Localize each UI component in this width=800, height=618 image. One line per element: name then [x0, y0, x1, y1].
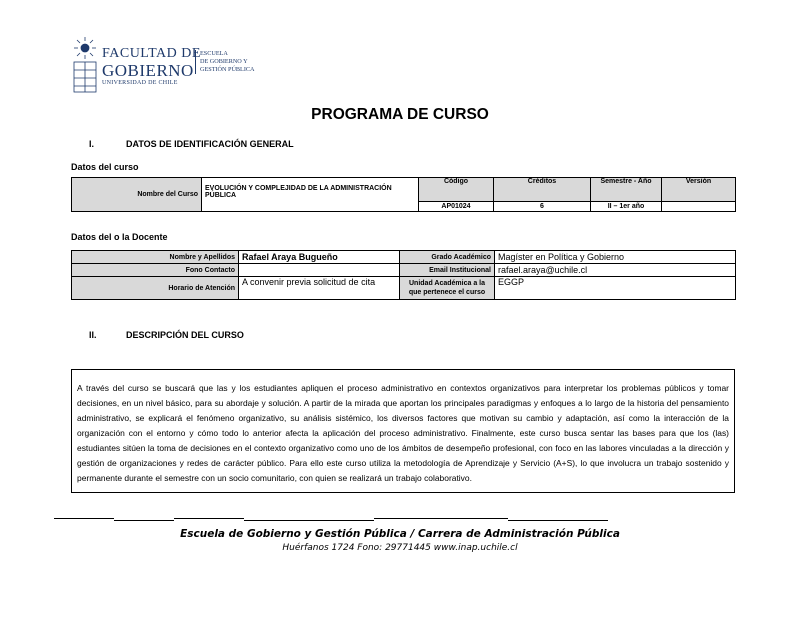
phone-label: Fono Contacto — [72, 264, 239, 277]
section-1-number: I. — [89, 139, 95, 149]
footer-school-line: Escuela de Gobierno y Gestión Pública / Carrera de Administración Pública — [180, 528, 620, 540]
email-label: Email Institucional — [400, 264, 495, 277]
course-table — [71, 177, 736, 212]
course-credits-header: Créditos — [494, 178, 591, 202]
footer-rule-2 — [114, 520, 174, 521]
logo-line-gobierno: GOBIERNO — [102, 61, 194, 80]
footer-rule-3 — [174, 518, 244, 519]
email-value: rafael.araya@uchile.cl — [495, 264, 736, 277]
phone-value — [239, 264, 400, 277]
course-code-header: Código — [419, 178, 494, 202]
section-heading-2 — [89, 330, 489, 342]
teacher-table — [71, 250, 736, 300]
logo-school-name: ESCUELA DE GOBIERNO Y GESTIÓN PÚBLICA — [195, 50, 255, 74]
course-data-heading: Datos del curso — [71, 162, 139, 172]
degree-value: Magíster en Política y Gobierno — [495, 251, 736, 264]
page-title: PROGRAMA DE CURSO — [311, 106, 489, 123]
description-box — [71, 369, 735, 493]
course-name-value: EVOLUCIÓN Y COMPLEJIDAD DE LA ADMINISTRACIÓN PÚBLICA — [202, 178, 419, 212]
footer-rule-4 — [244, 520, 374, 521]
university-seal-icon — [70, 36, 100, 96]
unit-label: Unidad Académica a la que pertenece el curso — [400, 277, 495, 300]
section-heading-1 — [89, 139, 489, 151]
logo-line-faculty: FACULTAD DE — [102, 46, 201, 61]
degree-label: Grado Académico — [400, 251, 495, 264]
footer-rule-1 — [54, 518, 114, 519]
logo-line-university: UNIVERSIDAD DE CHILE — [102, 80, 178, 86]
footer-contact-line: Huérfanos 1724 Fono: 29771445 www.inap.uchile.cl — [282, 543, 518, 553]
unit-value: EGGP — [495, 277, 736, 300]
course-description: A través del curso se buscará que las y los estudiantes apliquen el proceso administrativo en contextos organizativos para interpretar los problemas públicos y tomar decisiones, en un nivel básico, para su abordaje y solución. A partir de la mirada que aportan los principales paradigmas y enfoques a lo largo de la historia del pensamiento administrativo, se explicará el fenómeno organizativo, su análisis sistémico, los diversos factores que motivan su cambio y adaptación, así como la interacción de la organización con el entorno y cómo todo lo anterior afecta la aplicación del proceso administrativo. Finalmente, este curso busca sentar las bases para que los (las) estudiantes sitúen la toma de decisiones en el contexto organizativo como uno de los ámbitos de desempeño profesional, con foco en las labores vinculadas a la dirección y gestión de organizaciones y redes de carácter público. Para ello este curso utiliza la metodología de Aprendizaje y Servicio (A+S), lo que involucra un trabajo sostenido y permanente durante el semestre con un socio comunitario, con quien se realizará un trabajo colaborativo. — [77, 383, 729, 483]
course-version-value — [662, 202, 736, 212]
course-semester-header: Semestre - Año — [591, 178, 662, 202]
teacher-name-value: Rafael Araya Bugueño — [239, 251, 400, 264]
section-1-title: DATOS DE IDENTIFICACIÓN GENERAL — [126, 139, 294, 149]
teacher-data-heading: Datos del o la Docente — [71, 232, 168, 242]
course-code-value: AP01024 — [419, 202, 494, 212]
hours-label: Horario de Atención — [72, 277, 239, 300]
hours-value: A convenir previa solicitud de cita — [239, 277, 400, 300]
course-semester-value: II – 1er año — [591, 202, 662, 212]
footer-rule-5 — [374, 518, 508, 519]
course-credits-value: 6 — [494, 202, 591, 212]
footer-rule-6 — [508, 520, 608, 521]
teacher-name-label: Nombre y Apellidos — [72, 251, 239, 264]
course-name-label: Nombre del Curso — [72, 178, 202, 212]
section-2-title: DESCRIPCIÓN DEL CURSO — [126, 330, 244, 340]
course-version-header: Versión — [662, 178, 736, 202]
faculty-logo — [70, 36, 265, 96]
section-2-number: II. — [89, 330, 97, 340]
